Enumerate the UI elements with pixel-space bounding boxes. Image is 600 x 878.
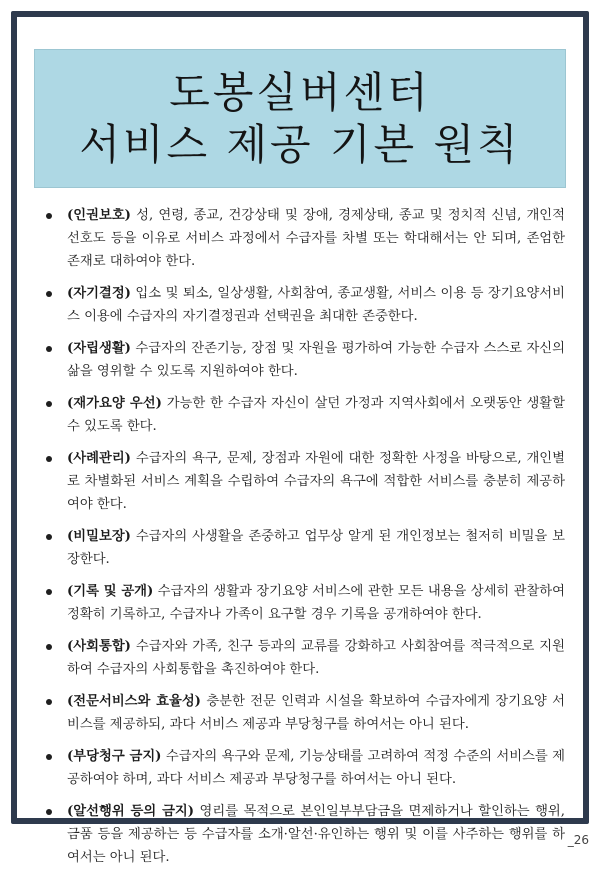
title-line-2: 서비스 제공 기본 원칙	[79, 119, 521, 169]
principle-item	[45, 525, 565, 571]
bullet-icon	[46, 346, 52, 352]
principle-tag: (자립생활)	[67, 341, 131, 356]
bullet-icon	[46, 754, 52, 760]
bullet-icon	[46, 456, 52, 462]
principle-tag: (인권보호)	[67, 208, 131, 223]
principle-text: 가능한 한 수급자 자신이 살던 가정과 지역사회에서 오랫동안 생활할 수 있도록 한다.	[67, 396, 565, 434]
principle-tag: (사회통합)	[67, 639, 131, 654]
bullet-icon	[46, 291, 52, 297]
principle-text: 수급자의 욕구와 문제, 기능상태를 고려하여 적정 수준의 서비스를 제공하여야 하며, 과다 서비스 제공과 부당청구를 하여서는 아니 된다.	[67, 749, 566, 787]
principle-item	[45, 690, 565, 736]
principle-text: 수급자와 가족, 친구 등과의 교류를 강화하고 사회참여를 적극적으로 지원하여 수급자의 사회통합을 촉진하여야 한다.	[67, 639, 565, 677]
principle-item	[45, 204, 565, 273]
principle-text: 성, 연령, 종교, 건강상태 및 장애, 경제상태, 종교 및 정치적 신념, 개인적 선호도 등을 이유로 서비스 과정에서 수급자를 차별 또는 학대해서는 안 되며, 존엄한 존재로 대하여야 한다.	[67, 208, 565, 269]
bullet-icon	[46, 809, 52, 815]
title-banner	[34, 49, 566, 188]
principle-item	[45, 745, 565, 791]
principle-text: 수급자의 생활과 장기요양 서비스에 관한 모든 내용을 상세히 관찰하여 정확히 기록하고, 수급자나 가족이 요구할 경우 기록을 공개하여야 한다.	[67, 584, 565, 622]
principle-tag: (기록 및 공개)	[67, 584, 154, 599]
principle-tag: (재가요양 우선)	[67, 396, 162, 411]
page-number: _26	[567, 833, 589, 847]
principle-text: 수급자의 욕구, 문제, 장점과 자원에 대한 정확한 사정을 바탕으로, 개인별로 차별화된 서비스 계획을 수립하여 수급자의 욕구에 적합한 서비스를 충분히 제공하여야 한다.	[67, 451, 565, 512]
principle-tag: (전문서비스와 효율성)	[67, 694, 201, 709]
principle-tag: (자기결정)	[67, 286, 131, 301]
principles-list	[45, 204, 565, 878]
principle-tag: (부당청구 금지)	[67, 749, 162, 764]
principle-text: 수급자의 잔존기능, 장점 및 자원을 평가하여 가능한 수급자 스스로 자신의 삶을 영위할 수 있도록 지원하여야 한다.	[67, 341, 565, 379]
principle-item	[45, 337, 565, 383]
principle-tag: (사례관리)	[67, 451, 131, 466]
principle-item	[45, 800, 565, 869]
bullet-icon	[46, 589, 52, 595]
bullet-icon	[46, 644, 52, 650]
principle-item	[45, 392, 565, 438]
principle-tag: (비밀보장)	[67, 529, 131, 544]
principle-text: 충분한 전문 인력과 시설을 확보하여 수급자에게 장기요양 서비스를 제공하되, 과다 서비스 제공과 부당청구를 하여서는 아니 된다.	[67, 694, 565, 732]
principle-text: 수급자의 사생활을 존중하고 업무상 알게 된 개인정보는 철저히 비밀을 보장한다.	[67, 529, 565, 567]
principle-item	[45, 580, 565, 626]
principle-text: 입소 및 퇴소, 일상생활, 사회참여, 종교생활, 서비스 이용 등 장기요양서비스 이용에 수급자의 자기결정권과 선택권을 최대한 존중한다.	[67, 286, 565, 324]
title-line-1: 도봉실버센터	[169, 67, 431, 117]
principle-item	[45, 447, 565, 516]
bullet-icon	[46, 699, 52, 705]
principle-item	[45, 282, 565, 328]
bullet-icon	[46, 401, 52, 407]
bullet-icon	[46, 213, 52, 219]
bullet-icon	[46, 534, 52, 540]
principle-tag: (알선행위 등의 금지)	[67, 804, 195, 819]
principle-item	[45, 635, 565, 681]
principle-text: 영리를 목적으로 본인일부부담금을 면제하거나 할인하는 행위, 금품 등을 제공하는 등 수급자를 소개·알선·유인하는 행위 및 이를 사주하는 행위를 하여서는 아니 된다.	[67, 804, 565, 865]
